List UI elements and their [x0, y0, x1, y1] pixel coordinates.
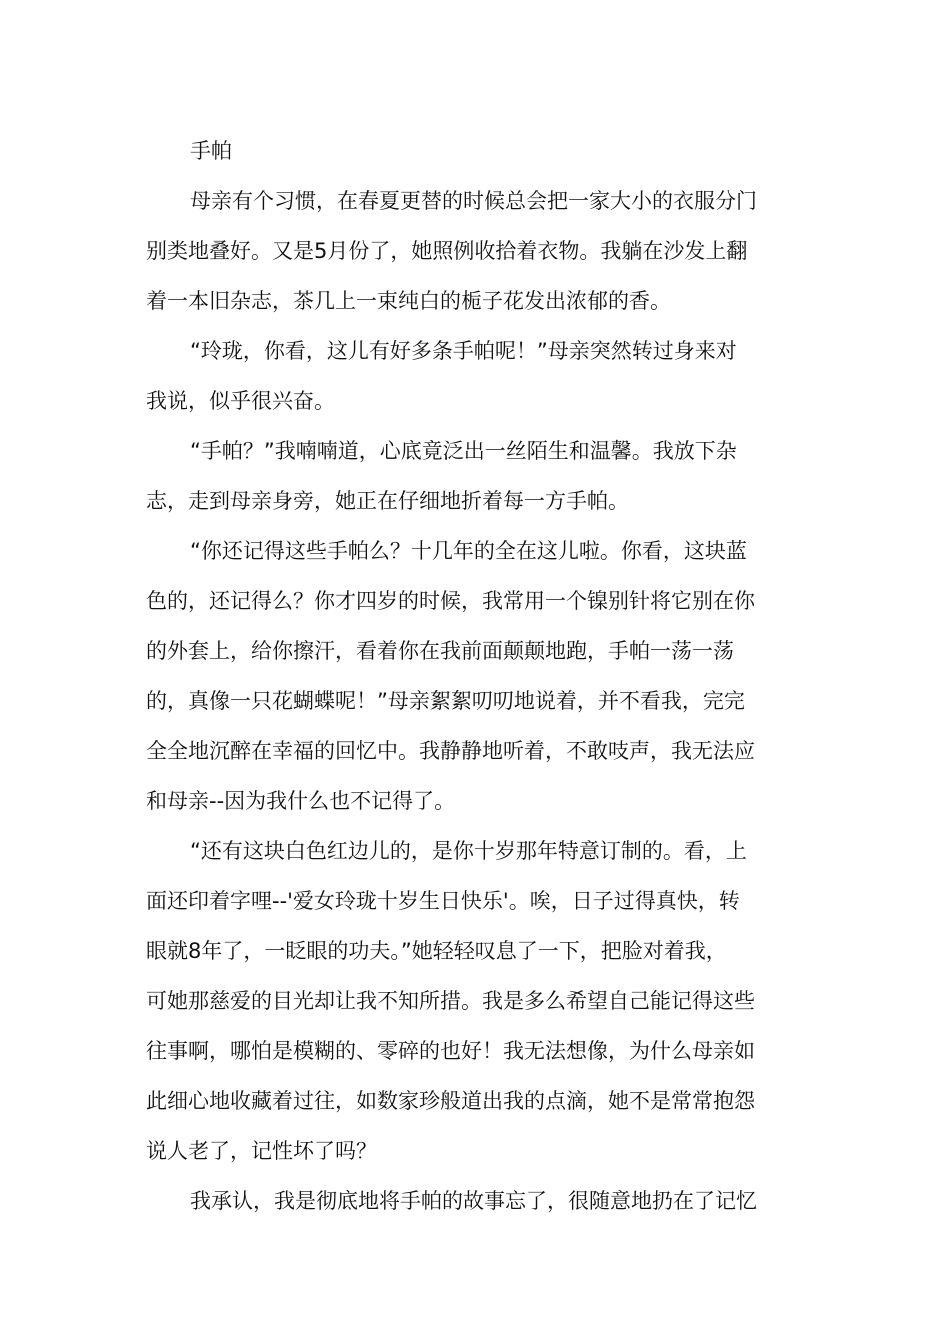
paragraph-line: 眼就8年了，一眨眼的功夫。”她轻轻叹息了一下，把脸对着我， [146, 939, 727, 963]
paragraph-line: “还有这块白色红边儿的，是你十岁那年特意订制的。看，上 [190, 839, 747, 863]
paragraph-line: “手帕？”我喃喃道，心底竟泛出一丝陌生和温馨。我放下杂 [190, 439, 737, 463]
paragraph-line: 往事啊，哪怕是模糊的、零碎的也好！我无法想像，为什么母亲如 [146, 1039, 755, 1063]
paragraph-line: 说人老了，记性坏了吗？ [146, 1139, 377, 1163]
paragraph-line: 别类地叠好。又是5月份了，她照例收拾着衣物。我躺在沙发上翻 [146, 239, 748, 263]
paragraph-line: 可她那慈爱的目光却让我不知所措。我是多么希望自己能记得这些 [146, 989, 755, 1013]
paragraph-line: 志，走到母亲身旁，她正在仔细地折着每一方手帕。 [146, 489, 629, 513]
paragraph-line: 全全地沉醉在幸福的回忆中。我静静地听着，不敢吱声，我无法应 [146, 739, 755, 763]
paragraph-line: 和母亲--因为我什么也不记得了。 [146, 789, 456, 813]
paragraph-line: 此细心地收藏着过往，如数家珍般道出我的点滴，她不是常常抱怨 [146, 1089, 755, 1113]
paragraph-line: 的外套上，给你擦汗，看着你在我前面颠颠地跑，手帕一荡一荡 [146, 639, 734, 663]
paragraph-line: “你还记得这些手帕么？十几年的全在这儿啦。你看，这块蓝 [190, 539, 747, 563]
paragraph-line: 面还印着字哩--'爱女玲珑十岁生日快乐'。唉，日子过得真快，转 [146, 889, 740, 913]
paragraph-line: 色的，还记得么？你才四岁的时候，我常用一个镍别针将它别在你 [146, 589, 755, 613]
paragraph-line: 我说，似乎很兴奋。 [146, 389, 335, 413]
paragraph-line: 着一本旧杂志，茶几上一束纯白的栀子花发出浓郁的香。 [146, 289, 671, 313]
document-title: 手帕 [190, 139, 232, 163]
paragraph-line: 母亲有个习惯，在春夏更替的时候总会把一家大小的衣服分门 [190, 189, 757, 213]
paragraph-line: “玲珑，你看，这儿有好多条手帕呢！”母亲突然转过身来对 [190, 339, 737, 363]
paragraph-line: 我承认，我是彻底地将手帕的故事忘了，很随意地扔在了记忆 [190, 1189, 757, 1213]
paragraph-line: 的，真像一只花蝴蝶呢！”母亲絮絮叨叨地说着，并不看我，完完 [146, 689, 745, 713]
